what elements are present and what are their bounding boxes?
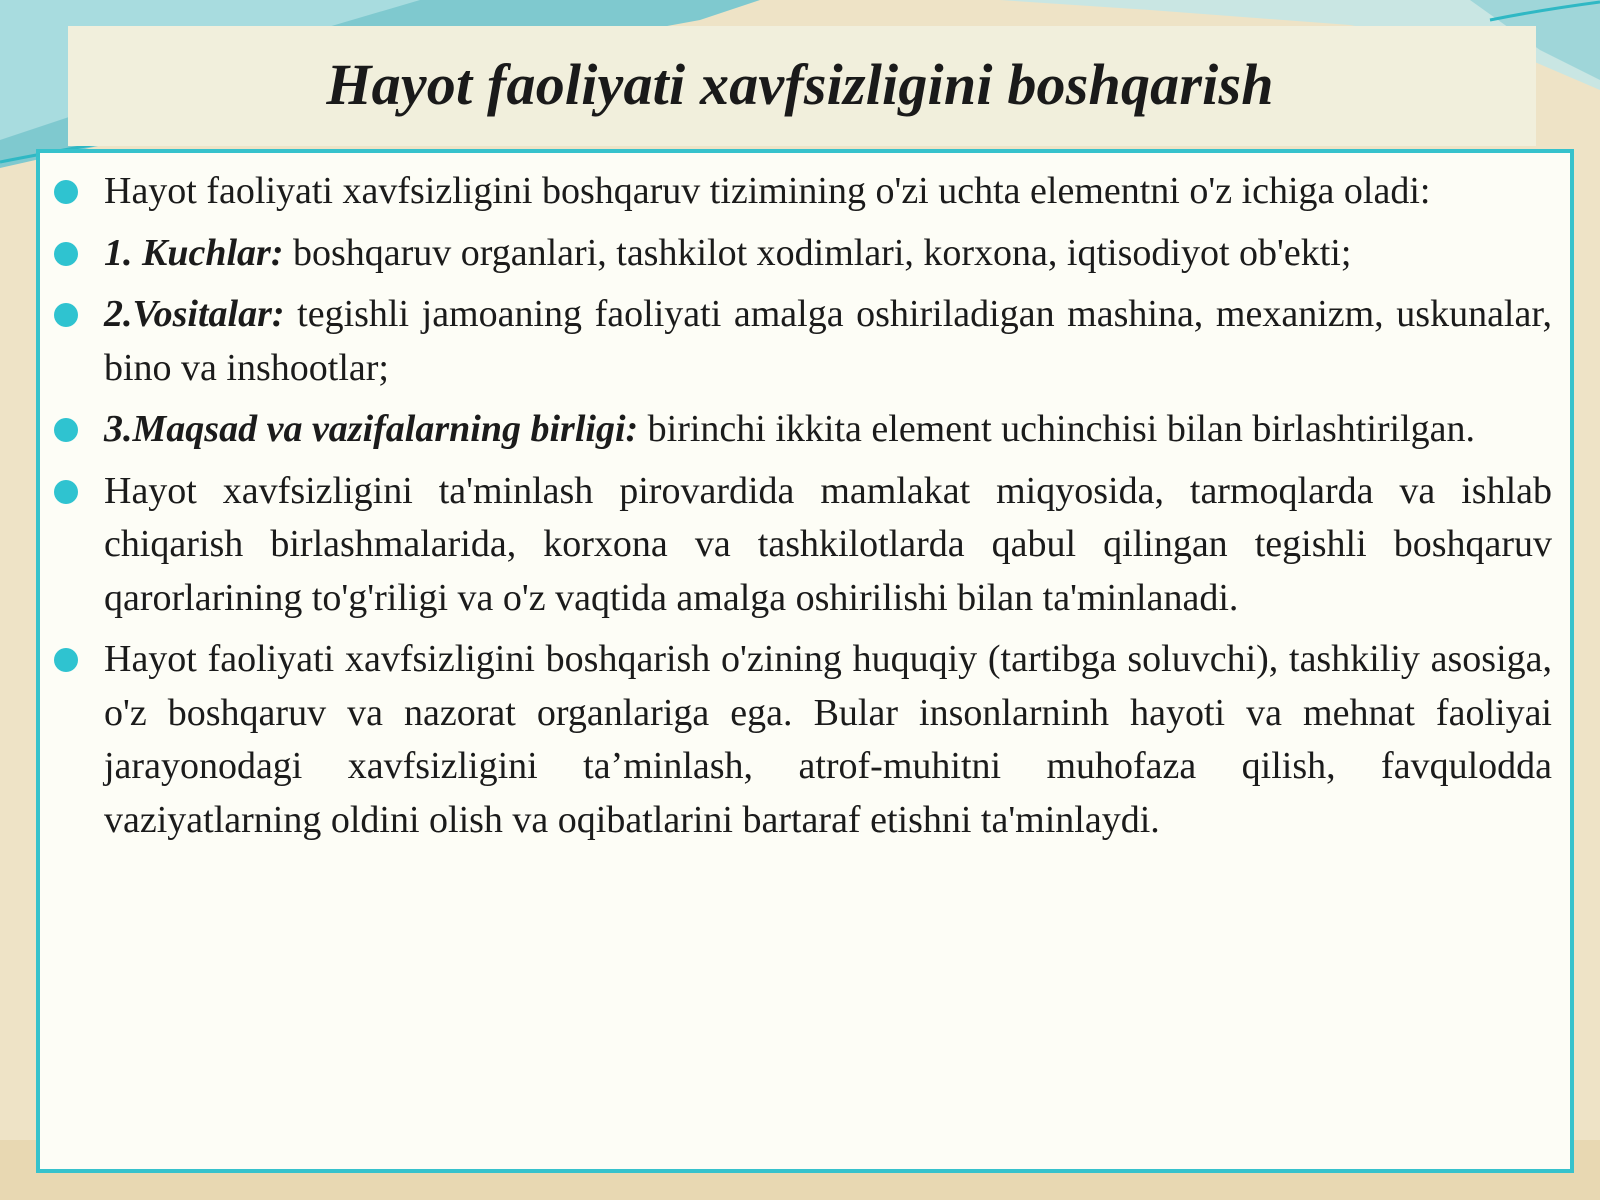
bullet-lead: 3.Maqsad va vazifalarning birligi: (104, 408, 639, 450)
bullet-dot-icon (54, 180, 78, 204)
bullet-text: Hayot xavfsizligini ta'minlash pirovardida mamlakat miqyosida, tarmoqlarda va ishlab chiqarish birlashmalarida, korxona va tashkilotlarda qabul qilingan tegishli boshqaruv qarorlarining to'g'riligi va o'z vaqtida amalga oshirilishi bilan ta'minlanadi. (104, 469, 1552, 619)
bullet-dot-icon (54, 480, 78, 504)
bullet-dot-icon (54, 418, 78, 442)
bullet-dot-icon (54, 242, 78, 266)
slide-title: Hayot faoliyati xavfsizligini boshqarish (326, 52, 1274, 117)
bullet-lead: 1. Kuchlar: (104, 231, 284, 274)
bullet-item (104, 165, 1552, 219)
bullet-dot-icon (54, 303, 78, 327)
bullet-item (104, 227, 1552, 281)
bullet-lead: 2.Vositalar: (104, 293, 285, 335)
bullet-item (104, 633, 1552, 847)
bullet-item (104, 288, 1552, 395)
content-box (36, 149, 1574, 1173)
bullet-text: boshqaruv organlari, tashkilot xodimlari, korxona, iqtisodiyot ob'ekti; (283, 231, 1352, 274)
bullet-text: tegishli jamoaning faoliyati amalga oshiriladigan mashina, mexanizm, uskunalar, bino va inshootlar; (104, 293, 1552, 389)
bullet-item (104, 465, 1552, 626)
bullet-dot-icon (54, 648, 78, 672)
bullet-text: Hayot faoliyati xavfsizligini boshqarish o'zining huquqiy (tartibga soluvchi), tashkiliy asosiga, o'z boshqaruv va nazorat organlariga ega. Bular insonlarninh hayoti va mehnat faoliyai jarayonodagi xavfsizligini ta’minlash, atrof-muhitni muhofaza qilish, favqulodda vaziyatlarning oldini olish va oqibatlarini bartaraf etishni ta'minlaydi. (104, 638, 1552, 841)
bullet-text: Hayot faoliyati xavfsizligini boshqaruv tizimining o'zi uchta elementni o'z ichiga oladi: (104, 170, 1431, 212)
bullet-item (104, 403, 1552, 457)
bullet-text: birinchi ikkita element uchinchisi bilan birlashtirilgan. (638, 408, 1476, 450)
bullet-list (104, 165, 1552, 855)
